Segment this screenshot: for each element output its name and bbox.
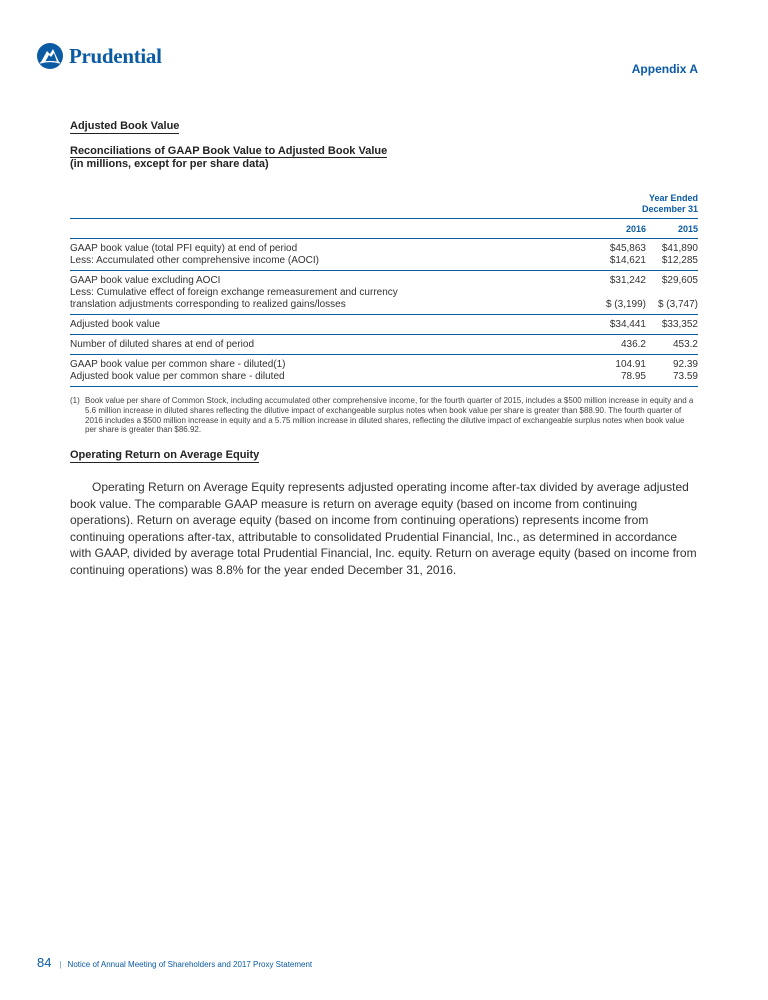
page-footer <box>37 955 312 970</box>
table-group <box>70 355 698 387</box>
row-label: translation adjustments corresponding to realized gains/losses <box>70 299 346 310</box>
table-group <box>70 335 698 355</box>
footnote-text: Book value per share of Common Stock, including accumulated other comprehensive income, for the fourth quarter of 2015, includes a $500 million increase in equity and a 5.6 million increase in diluted shares reflecting the dilutive impact of exchangeable surplus notes when book value per share is greater than $88.90. The fourth quarter of 2016 includes a $500 million increase in equity and a 5.75 million increase in diluted shares, reflecting the dilutive impact of exchangeable surplus notes when book value per share is greater than $86.92. <box>85 396 694 435</box>
value-2016 <box>594 287 646 299</box>
value-2015: $12,285 <box>661 255 698 266</box>
rock-of-gibraltar-icon <box>36 42 64 70</box>
section-heading-adjusted-book-value: Adjusted Book Value <box>70 120 180 132</box>
value-2015: $33,352 <box>661 319 698 330</box>
value-2016: $31,242 <box>609 275 646 286</box>
footnote-number: (1) <box>70 396 80 405</box>
footnote <box>70 396 698 435</box>
value-2016: $14,621 <box>609 255 646 266</box>
value-2016: 104.91 <box>615 359 646 370</box>
value-2016: 78.95 <box>620 371 646 382</box>
row-label: GAAP book value (total PFI equity) at end of period <box>70 243 298 254</box>
table-row <box>70 359 698 371</box>
row-label: Adjusted book value per common share - diluted <box>70 371 285 382</box>
table-row <box>70 287 698 299</box>
table-row <box>70 299 698 311</box>
reconciliation-title-line2: (in millions, except for per share data) <box>70 158 269 170</box>
row-label: Adjusted book value <box>70 319 161 330</box>
table-group <box>70 315 698 335</box>
footer-text: Notice of Annual Meeting of Shareholders and 2017 Proxy Statement <box>67 960 313 969</box>
value-2016: $45,863 <box>609 243 646 254</box>
reconciliation-table <box>70 239 698 387</box>
year-header-row <box>70 219 698 238</box>
table-row <box>70 319 698 331</box>
row-label: GAAP book value excluding AOCI <box>70 275 221 286</box>
section-heading-operating-return: Operating Return on Average Equity <box>70 449 260 462</box>
main-content <box>70 116 698 578</box>
column-header-line2: December 31 <box>641 204 698 214</box>
table-row <box>70 255 698 267</box>
table-group <box>70 239 698 271</box>
table-row <box>70 275 698 287</box>
row-label: Number of diluted shares at end of period <box>70 339 254 350</box>
column-header-line1: Year Ended <box>648 193 698 203</box>
row-label: Less: Cumulative effect of foreign exchange remeasurement and currency <box>70 287 398 298</box>
prudential-logo <box>36 42 162 70</box>
appendix-label: Appendix A <box>631 62 698 76</box>
table-row <box>70 243 698 255</box>
logo-text: Prudential <box>69 43 162 68</box>
value-2016: $34,441 <box>609 319 646 330</box>
reconciliation-title-line1: Reconciliations of GAAP Book Value to Adjusted Book Value <box>70 145 388 157</box>
value-2015: 453.2 <box>672 339 698 350</box>
page-number: 84 <box>37 955 52 970</box>
table-row <box>70 371 698 383</box>
row-label: GAAP book value per common share - diluted(1) <box>70 359 286 370</box>
value-2016: $ (3,199) <box>605 299 646 310</box>
table-row <box>70 339 698 351</box>
value-2015: $ (3,747) <box>657 299 698 310</box>
column-header <box>70 193 698 215</box>
year-2015: 2015 <box>677 224 698 234</box>
value-2015: 73.59 <box>672 371 698 382</box>
year-2016: 2016 <box>625 224 646 234</box>
value-2015: $41,890 <box>661 243 698 254</box>
value-2016: 436.2 <box>620 339 646 350</box>
table-group <box>70 271 698 315</box>
reconciliation-title <box>70 145 698 171</box>
value-2015 <box>646 287 698 299</box>
body-paragraph: Operating Return on Average Equity represents adjusted operating income after-tax divided by average adjusted book value. The comparable GAAP measure is return on average equity (based on income from continuing operations). Return on average equity (based on income from continuing operations) represents income from continuing operations after-tax, attributable to consolidated Prudential Financial, Inc., as determined in accordance with GAAP, divided by average total Prudential Financial, Inc. equity. Return on average equity (based on income from continuing operations) was 8.8% for the year ended December 31, 2016. <box>70 480 697 577</box>
row-label: Less: Accumulated other comprehensive income (AOCI) <box>70 255 319 266</box>
value-2015: $29,605 <box>661 275 698 286</box>
footer-separator: | <box>59 960 62 969</box>
value-2015: 92.39 <box>672 359 698 370</box>
